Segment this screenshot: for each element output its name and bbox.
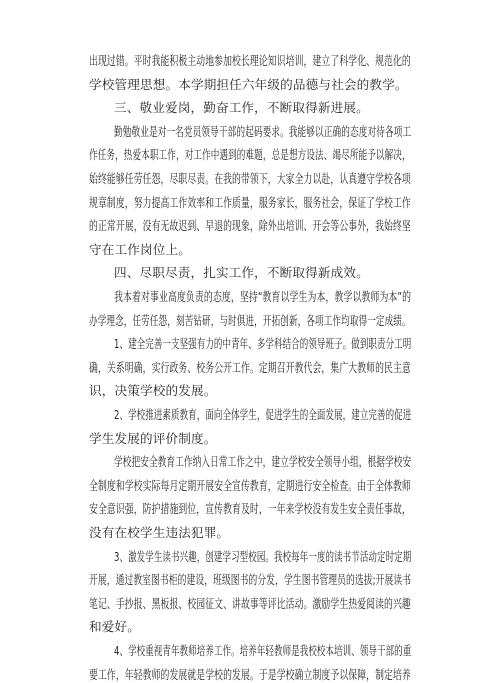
- text-line: 1、建全完善一支坚强有力的中青年、多学科结合的领导班子。做到职责分工明: [114, 336, 412, 352]
- text-line: 全制度和学校实际每月定期开展安全宣传教育，定期进行安全检查。由于全体教师: [89, 477, 411, 493]
- text-line: 始终能够任劳任怨，尽职尽责。在我的带领下，大家全力以赴，认真遵守学校各项: [89, 171, 411, 186]
- text-line: 没有在校学生违法犯罪。: [89, 525, 230, 540]
- text-line: 3、激发学生读书兴趣，创建学习型校园。我校每年一度的读书节活动定时定期: [114, 548, 412, 564]
- text-line: 2、学校推进素质教育，面向全体学生，促进学生的全面发展，建立完善的促进: [114, 407, 412, 422]
- text-line: 勤勉敬业是对一名党员领导干部的起码要求。我能够以正确的态度对待各项工: [114, 123, 412, 139]
- text-line: 确，关系明确，实行政务、校务公开工作。定期召开教代会，集广大教师的民主意: [89, 359, 411, 375]
- text-line: 我本着对事业高度负责的态度，坚持“教育以学生为本，教学以教师为本”的: [114, 289, 412, 304]
- text-line: 作任务，热爱本职工作，对工作中遇到的难题，总是想方设法、竭尽所能予以解决，: [89, 147, 411, 163]
- text-line: 办学理念，任劳任怨，刻苦钻研，与时俱进，开拓创新，各项工作均取得一定成绩。: [89, 312, 411, 328]
- text-line: 要工作，年轻教师的发展就是学校的发展。于是学校确立制度予以保障，制定培养: [89, 666, 411, 682]
- text-line: 守在工作岗位上。: [89, 241, 191, 257]
- text-line: 出现过错。平时我能积极主动地参加校长理论知识培训，建立了科学化、规范化的: [89, 53, 411, 68]
- text-line: 4、学校重视青年教师培养工作。培养年轻教师是我校校本培训、领导干部的重: [114, 643, 412, 658]
- text-line: 规章制度，努力提高工作效率和工作质量，服务家长，服务社会，保证了学校工作: [89, 194, 411, 210]
- text-line: 笔记、手抄报、黑板报、校园征文、讲故事等评比活动。激励学生热爱阅读的兴趣: [89, 595, 411, 611]
- section-heading: 四、尽职尽责，扎实工作，不断取得新成效。: [114, 265, 369, 281]
- section-heading: 三、敬业爱岗，勤奋工作，不断取得新进展。: [114, 100, 369, 116]
- text-line: 安全意识强，防护措施到位，宣传教育及时，一年来学校没有发生安全责任事故，: [89, 501, 411, 517]
- text-line: 的正常开展，没有无故迟到、早退的现象，除外出培训、开会等公事外，我始终坚: [89, 218, 411, 234]
- text-line: 学生发展的评价制度。: [89, 430, 217, 446]
- text-line: 开展，通过教室图书柜的建设，班级图书的分发，学生图书管理员的选拔;开展读书: [89, 572, 412, 588]
- text-line: 学校管理思想。本学期担任六年级的品德与社会的教学。: [89, 76, 408, 92]
- text-line: 和爱好。: [89, 619, 140, 635]
- text-line: 学校把安全教育工作纳入日常工作之中，建立学校安全领导小组，根据学校安: [114, 454, 412, 470]
- text-line: 识，决策学校的发展。: [89, 383, 217, 399]
